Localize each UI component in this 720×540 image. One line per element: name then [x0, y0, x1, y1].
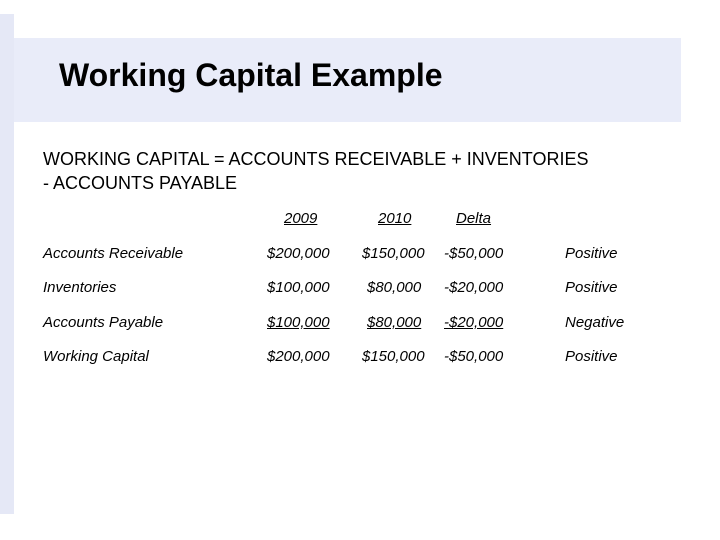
column-header-delta: Delta	[456, 210, 492, 227]
row-label-working-capital: Working Capital	[43, 348, 149, 365]
column-header-2010: 2010	[378, 210, 412, 227]
cell-2009: $100,000	[267, 279, 330, 296]
row-label-inventories: Inventories	[43, 279, 117, 296]
cell-effect: Positive	[565, 279, 618, 296]
cell-2010: $80,000	[367, 314, 422, 331]
cell-2010: $150,000	[362, 245, 425, 262]
cell-delta: -$20,000	[444, 314, 504, 331]
cell-delta: -$20,000	[444, 279, 504, 296]
cell-effect: Positive	[565, 245, 618, 262]
cell-2010: $150,000	[362, 348, 425, 365]
cell-2010: $80,000	[367, 279, 422, 296]
cell-2009: $200,000	[267, 348, 330, 365]
working-capital-formula	[43, 147, 683, 195]
formula-line-1: WORKING CAPITAL = ACCOUNTS RECEIVABLE + INVENTORIES	[43, 149, 589, 169]
row-label-accounts-payable: Accounts Payable	[43, 314, 164, 331]
cell-effect: Negative	[565, 314, 625, 331]
cell-delta: -$50,000	[444, 348, 504, 365]
formula-line-2: - ACCOUNTS PAYABLE	[43, 173, 238, 193]
cell-effect: Positive	[565, 348, 618, 365]
column-header-2009: 2009	[284, 210, 318, 227]
cell-2009: $200,000	[267, 245, 330, 262]
row-label-accounts-receivable: Accounts Receivable	[43, 245, 184, 262]
cell-delta: -$50,000	[444, 245, 504, 262]
slide-title: Working Capital Example	[59, 57, 443, 93]
left-accent-stripe	[0, 14, 14, 514]
cell-2009: $100,000	[267, 314, 330, 331]
